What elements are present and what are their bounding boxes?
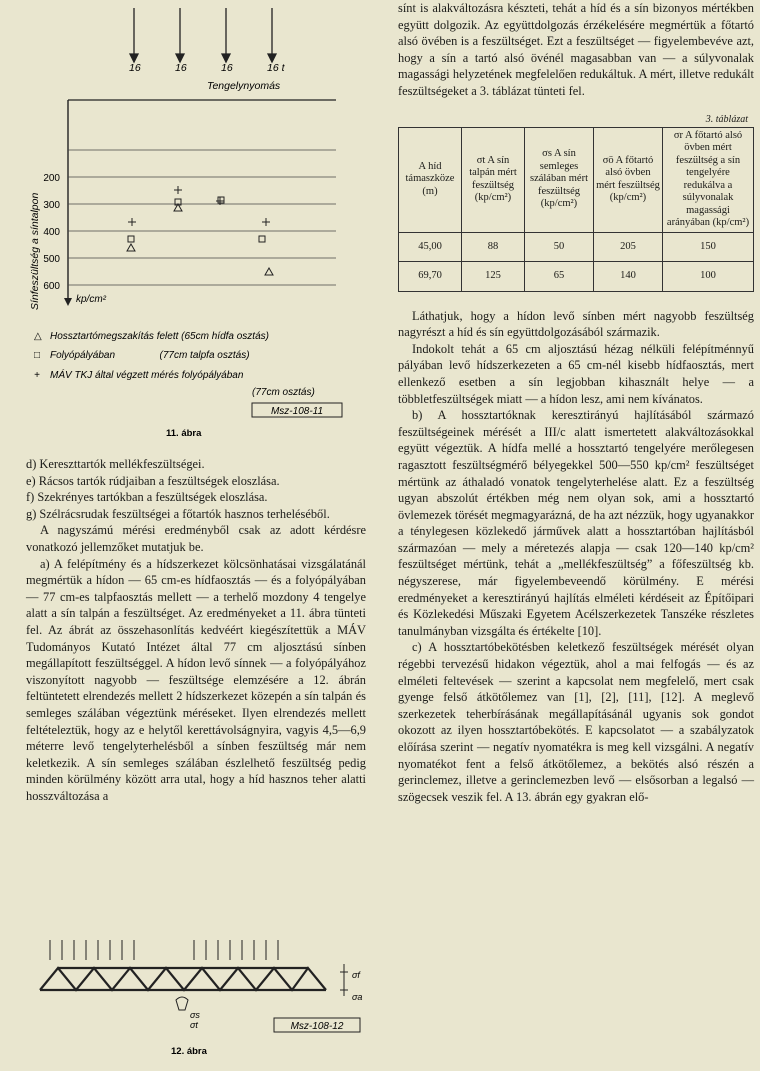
table-3 bbox=[398, 127, 754, 292]
load-value: 16 bbox=[221, 62, 233, 74]
table-header-row bbox=[399, 127, 754, 232]
load-value: 16 bbox=[175, 62, 187, 74]
svg-text:500: 500 bbox=[43, 254, 60, 265]
legend-entry: MÁV TKJ által végzett mérés folyópályában bbox=[50, 370, 244, 381]
y-ticks bbox=[43, 173, 60, 292]
load-value: 16 bbox=[129, 62, 141, 74]
table-row: 69,70 125 65 140 100 bbox=[399, 262, 754, 292]
table-header: σr A főtartó alsó övben mért feszültség a sín tengelyére redukálva a súlyvonalak magassági arányában (kp/cm²) bbox=[663, 127, 754, 232]
svg-text:σa: σa bbox=[352, 992, 363, 1002]
legend-entry: Hossztartómegszakítás felett (65cm hídfa osztás) bbox=[50, 331, 269, 342]
load-caption: Tengelynyomás bbox=[207, 80, 281, 92]
legend-entry: Folyópályában (77cm talpfa osztás) bbox=[50, 350, 250, 361]
left-column bbox=[26, 0, 366, 1057]
figure-code: Msz-108-11 bbox=[270, 406, 324, 417]
paragraph: sínt is alakváltozásra készteti, tehát a híd és a sín bizonyos mértékben együtt dolgozik. Az együttdolgozás érzékelésére megmértük a főtartó alsó övében is a feszültséget. Ezt a feszültséget — figyelembevéve azt, hogy a sín a tartó alsó övénél magasabban van — a súlyvonalak magassági helyzetének megfelelően redukáltuk. A mért, illetve redukált feszültségeket a 3. táblázat tünteti fel. bbox=[398, 1, 754, 98]
table-header: σt A sín talpán mért feszültség (kp/cm²) bbox=[462, 127, 525, 232]
figure-code: Msz-108-12 bbox=[290, 1021, 344, 1032]
legend-symbol: + bbox=[34, 370, 40, 381]
svg-text:σf: σf bbox=[352, 970, 360, 980]
paragraph: a) A felépítmény és a hídszerkezet kölcsönhatásai vizsgálatánál megmértük a hídon — 65 cm-es hídfaosztás — és a folyópályában — 77 cm-es talpfaosztás mellett — a terhelő mozdony 4 tengelye alatt a sín talpán a feszültséget. Az eredményeket a 11. ábra tünteti fel. Az ábrát az összehasonlítás kedvéért kiegészítettük a MÁV Tudományos Kutató Intézet által 77 cm aljosztású sínben megállapított feszültséggel. A hídon levő sínnek — a folyópályához viszonyított nagyobb — feszültsége elemzésére a 12. ábrán feltüntetett elrendezés mellett 2 hídszerkezet közepén a sín talpán és semleges szálában végeztünk méréseket. Ilyen elrendezés mellett feltételeztük, hogy az e helytől kerettávolságnyira, vagyis 4,5—6,9 méterre levő tengelyterhelésből a sínben feszültség már nem keletkezik. A sín semleges szálában észlelhető feszültség pedig minden körülmény között arra utal, hogy a híd hasznos teher alatti hosszváltozása a bbox=[26, 556, 366, 803]
figure-12 bbox=[26, 920, 366, 1060]
figure-caption: 11. ábra bbox=[166, 428, 202, 439]
table-header: σö A főtartó alsó övben mért feszültség (kp/cm²) bbox=[594, 127, 663, 232]
truss bbox=[40, 968, 326, 990]
figure-legend bbox=[34, 331, 315, 398]
svg-text:300: 300 bbox=[43, 200, 60, 211]
svg-text:σt: σt bbox=[190, 1020, 198, 1030]
grid-lines bbox=[68, 150, 336, 285]
table-header: A híd támaszköze (m) bbox=[399, 127, 462, 232]
figure-caption: 12. ábra bbox=[171, 1046, 207, 1057]
load-value: 16 t bbox=[267, 62, 285, 74]
legend-symbol: △ bbox=[34, 331, 42, 342]
paragraph: f) Szekrényes tartókban a feszültségek eloszlása. bbox=[26, 490, 268, 505]
table-header: σs A sín semleges szálában mért feszültség (kp/cm²) bbox=[525, 127, 594, 232]
table-title: 3. táblázat bbox=[705, 113, 748, 125]
unit-label: kp/cm² bbox=[76, 294, 106, 305]
paragraph: d) Kereszttartók mellékfeszültségei. bbox=[26, 457, 205, 471]
svg-text:σs: σs bbox=[190, 1010, 200, 1020]
svg-text:400: 400 bbox=[43, 227, 60, 238]
legend-symbol: □ bbox=[34, 350, 41, 361]
paragraph: Láthatjuk, hogy a hídon levő sínben mért nagyobb feszültség nagyrészt a híd és sín együttdolgozásából származik. bbox=[398, 308, 754, 340]
paragraph: c) A hossztartóbekötésben keletkező feszültségek mérését olyan régebbi tervezésű hidakon végeztük, ahol a mai felfogás — és az elméleti feltevések — szerint a kapcsolat nem megfelelő, mert csak gyenge felső átkötőlemez van [1], [2], [11], [12]. A meglevő szerkezetek teherbírásának megállapításánál ugyanis sok gondot okozott az ilyen hossztartóbekötés. E kapcsolatot — a szabályzatok előírása szerint — negatív nyomatékra is meg kell vizsgálni. A negatív nyomatékot fent a felső átkötőlemez, a bekötés alsó részén a gerinclemez, illetve a gerinclemezben levő — elsősorban a legalsó — szögecsek veszik fel. A 13. ábrán egy gyakran elő- bbox=[398, 640, 754, 804]
svg-text:200: 200 bbox=[43, 173, 60, 184]
paragraph: e) Rácsos tartók rúdjaiban a feszültségek eloszlása. bbox=[26, 473, 280, 488]
paragraph: b) A hossztartóknak keresztirányú hajlításából származó feszültségeinek mérését a III/c alatt ismertetett alakváltozásokkal együtt végeztük. A hídfa mellé a hossztartó tengelyére merőlegesen ragasztott feszültségmérő bélyegekkel 500—550 kp/cm² feszültséget mértünk az áthaladó vonatok tengelyterhelése alatt. Ez a feszültség ugyan abszolút értékben még nem olyan sok, ami a hossztartó övlemezek törését megmagyarázná, de ha azt nézzük, hogy ugyanakkor a ténylegesen közlekedő járművek alatt a hossztartóban hajlításból származóan — mely a méretezés alapja — csak 120—140 kp/cm² feszültséget mértünk, tehát a „mellékfeszültség” a főfeszültség kb. négyszerese, már figyelembeveendő körülmény. E mérési eredményeket a keresztirányú hajlítás elméleti kérdéseit az Építőipari és Közlekedési Műszaki Egyetem Acélszerkezetek Tanszéke részletes tanulmányban vizsgálta és értékelte [10]. bbox=[398, 408, 754, 638]
axle-load-arrows bbox=[50, 940, 278, 960]
figure-11 bbox=[26, 0, 366, 440]
svg-text:600: 600 bbox=[43, 281, 60, 292]
right-column bbox=[398, 0, 754, 805]
paragraph: A nagyszámú mérési eredményből csak az adott kérdésre vonatkozó jellemzőket mutatjuk be. bbox=[26, 523, 366, 554]
data-markers bbox=[127, 186, 273, 275]
table-row: 45,00 88 50 205 150 bbox=[399, 232, 754, 262]
paragraph: Indokolt tehát a 65 cm aljosztású hézag nélküli felépítménnyű pályában levő hídszerkezeten a 65 cm-nél kisebb hídfaosztás, mert ellenkező esetben a sín legjobban kihasznált helye — a többletfeszültségek miatt — a hídon lesz, ami nem kívánatos. bbox=[398, 341, 754, 406]
legend-entry: (77cm osztás) bbox=[252, 387, 315, 398]
y-axis-label: Sínfeszültség a síntalpon bbox=[29, 192, 41, 310]
plot-axes bbox=[64, 100, 336, 306]
paragraph: g) Szélrácsrudak feszültségei a főtartók hasznos terheléséből. bbox=[26, 506, 330, 521]
load-arrows bbox=[130, 8, 276, 62]
